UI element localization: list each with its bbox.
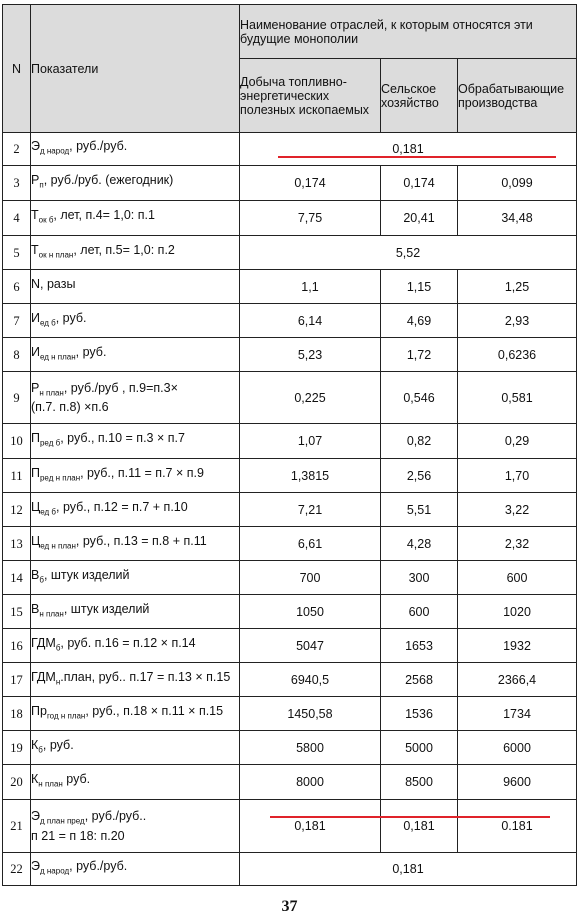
value-cell-manufacturing: 1932 xyxy=(458,629,577,663)
row-number: 19 xyxy=(3,731,31,765)
value-cell-manufacturing: 2,32 xyxy=(458,527,577,561)
table-row xyxy=(3,424,577,459)
row-number: 7 xyxy=(3,304,31,338)
value-cell-agriculture: 1,15 xyxy=(381,270,458,304)
row-number: 22 xyxy=(3,853,31,886)
table-row xyxy=(3,697,577,731)
value-cell-manufacturing: 0,581 xyxy=(458,372,577,424)
value-cell-agriculture: 1,72 xyxy=(381,338,458,372)
row-number: 15 xyxy=(3,595,31,629)
value-cell-manufacturing: 1020 xyxy=(458,595,577,629)
value-cell-manufacturing: 1,25 xyxy=(458,270,577,304)
value-cell-agriculture: 0,546 xyxy=(381,372,458,424)
value-cell-agriculture: 5000 xyxy=(381,731,458,765)
value-cell-manufacturing: 0,6236 xyxy=(458,338,577,372)
value-cell-agriculture: 1536 xyxy=(381,697,458,731)
merged-value-cell: 5,52 xyxy=(240,236,577,270)
indicator-cell: $Э_{д план пред}$, руб./руб.. п 21 = п 18: п.20 xyxy=(31,800,240,853)
value-cell-agriculture: 4,69 xyxy=(381,304,458,338)
header-col-agriculture: Сельское хозяйство xyxy=(381,59,458,133)
value-cell-mining: 6,61 xyxy=(240,527,381,561)
table-row xyxy=(3,236,577,270)
row-number: 13 xyxy=(3,527,31,561)
value-cell-mining: 0,174 xyxy=(240,166,381,201)
value-cell-manufacturing: 600 xyxy=(458,561,577,595)
table-row xyxy=(3,304,577,338)
table-row xyxy=(3,663,577,697)
row-number: 8 xyxy=(3,338,31,372)
value-cell-mining: 5,23 xyxy=(240,338,381,372)
table-row xyxy=(3,338,577,372)
row-number: 4 xyxy=(3,201,31,236)
row-number: 16 xyxy=(3,629,31,663)
indicator-cell: $Р_п$, руб./руб. (ежегодник) xyxy=(31,166,240,201)
value-cell-mining: 0,181 xyxy=(240,800,381,853)
value-cell-mining: 1,07 xyxy=(240,424,381,459)
table-row xyxy=(3,853,577,886)
table-row xyxy=(3,595,577,629)
indicator-cell: $Э_{д народ}$, руб./руб. xyxy=(31,853,240,886)
row-number: 5 xyxy=(3,236,31,270)
value-cell-agriculture: 1653 xyxy=(381,629,458,663)
indicator-cell: $Р_{н план}$, руб./руб , п.9=п.3× (п.7. п.8) ×п.6 xyxy=(31,372,240,424)
indicator-cell: $Пр_{год н план}$, руб., п.18 × п.11 × п.15 xyxy=(31,697,240,731)
row-number: 10 xyxy=(3,424,31,459)
indicator-cell: $Ц_{ед н план}$, руб., п.13 = п.8 + п.11 xyxy=(31,527,240,561)
indicator-cell: $В_{н план}$, штук изделий xyxy=(31,595,240,629)
row-number: 11 xyxy=(3,459,31,493)
value-cell-agriculture: 300 xyxy=(381,561,458,595)
value-cell-mining: 1050 xyxy=(240,595,381,629)
value-cell-mining: 0,225 xyxy=(240,372,381,424)
table-row xyxy=(3,166,577,201)
value-cell-mining: 1,3815 xyxy=(240,459,381,493)
value-cell-mining: 5800 xyxy=(240,731,381,765)
value-cell-manufacturing: 0,29 xyxy=(458,424,577,459)
table-row xyxy=(3,270,577,304)
row-number: 20 xyxy=(3,765,31,800)
header-col-mining: Добыча топливно-энергетических полезных ископаемых xyxy=(240,59,381,133)
table-row xyxy=(3,561,577,595)
value-cell-mining: 6940,5 xyxy=(240,663,381,697)
table-row xyxy=(3,372,577,424)
data-table xyxy=(2,4,577,886)
table-row xyxy=(3,493,577,527)
value-cell-agriculture: 5,51 xyxy=(381,493,458,527)
value-cell-manufacturing: 6000 xyxy=(458,731,577,765)
row-number: 14 xyxy=(3,561,31,595)
indicator-cell: $Т_{ок н план}$, лет, п.5= 1,0: п.2 xyxy=(31,236,240,270)
row-number: 6 xyxy=(3,270,31,304)
header-n: N xyxy=(3,5,31,133)
indicator-cell: $И_{ед н план}$, руб. xyxy=(31,338,240,372)
value-cell-manufacturing: 2366,4 xyxy=(458,663,577,697)
row-number: 17 xyxy=(3,663,31,697)
value-cell-agriculture: 2568 xyxy=(381,663,458,697)
value-cell-mining: 8000 xyxy=(240,765,381,800)
value-cell-manufacturing: 0.181 xyxy=(458,800,577,853)
header-industries: Наименование отраслей, к которым относятся эти будущие монополии xyxy=(240,5,577,59)
indicator-cell: $Т_{ок б}$, лет, п.4= 1,0: п.1 xyxy=(31,201,240,236)
indicator-cell: $К_{н план}$ руб. xyxy=(31,765,240,800)
header-col-manufacturing: Обрабатывающие производства xyxy=(458,59,577,133)
indicator-cell: N, разы xyxy=(31,270,240,304)
table-row xyxy=(3,765,577,800)
value-cell-manufacturing: 34,48 xyxy=(458,201,577,236)
table-row xyxy=(3,527,577,561)
indicator-cell: $Ц_{ед б}$, руб., п.12 = п.7 + п.10 xyxy=(31,493,240,527)
value-cell-agriculture: 0,82 xyxy=(381,424,458,459)
row-number: 18 xyxy=(3,697,31,731)
table-row xyxy=(3,201,577,236)
value-cell-agriculture: 4,28 xyxy=(381,527,458,561)
value-cell-manufacturing: 1,70 xyxy=(458,459,577,493)
merged-value-cell: 0,181 xyxy=(240,853,577,886)
value-cell-manufacturing: 0,099 xyxy=(458,166,577,201)
table-row xyxy=(3,133,577,166)
indicator-cell: $П_{ред б}$, руб., п.10 = п.3 × п.7 xyxy=(31,424,240,459)
table-row xyxy=(3,459,577,493)
indicator-cell: $Э_{д народ}$, руб./руб. xyxy=(31,133,240,166)
indicator-cell: $И_{ед б}$, руб. xyxy=(31,304,240,338)
value-cell-agriculture: 0,174 xyxy=(381,166,458,201)
value-cell-agriculture: 8500 xyxy=(381,765,458,800)
value-cell-agriculture: 0,181 xyxy=(381,800,458,853)
indicator-cell: $К_б$, руб. xyxy=(31,731,240,765)
row-number: 9 xyxy=(3,372,31,424)
indicator-cell: $ГДМ_н.план$, руб.. п.17 = п.13 × п.15 xyxy=(31,663,240,697)
indicator-cell: $ГДМ_б$, руб. п.16 = п.12 × п.14 xyxy=(31,629,240,663)
value-cell-mining: 5047 xyxy=(240,629,381,663)
value-cell-agriculture: 600 xyxy=(381,595,458,629)
row-number: 12 xyxy=(3,493,31,527)
value-cell-agriculture: 20,41 xyxy=(381,201,458,236)
row-number: 21 xyxy=(3,800,31,853)
red-underline-row2 xyxy=(278,156,556,158)
table-row xyxy=(3,800,577,853)
value-cell-manufacturing: 3,22 xyxy=(458,493,577,527)
red-underline-row21 xyxy=(270,816,550,818)
value-cell-mining: 6,14 xyxy=(240,304,381,338)
value-cell-mining: 1,1 xyxy=(240,270,381,304)
page-number: 37 xyxy=(281,898,298,915)
table-row xyxy=(3,629,577,663)
value-cell-mining: 7,75 xyxy=(240,201,381,236)
value-cell-agriculture: 2,56 xyxy=(381,459,458,493)
indicator-cell: $В_б$, штук изделий xyxy=(31,561,240,595)
value-cell-manufacturing: 9600 xyxy=(458,765,577,800)
value-cell-mining: 700 xyxy=(240,561,381,595)
value-cell-manufacturing: 1734 xyxy=(458,697,577,731)
value-cell-manufacturing: 2,93 xyxy=(458,304,577,338)
table-row xyxy=(3,731,577,765)
value-cell-mining: 1450,58 xyxy=(240,697,381,731)
value-cell-mining: 7,21 xyxy=(240,493,381,527)
merged-value-cell: 0,181 xyxy=(240,133,577,166)
row-number: 3 xyxy=(3,166,31,201)
row-number: 2 xyxy=(3,133,31,166)
header-indicators: Показатели xyxy=(31,5,240,133)
indicator-cell: $П_{ред н план}$, руб., п.11 = п.7 × п.9 xyxy=(31,459,240,493)
